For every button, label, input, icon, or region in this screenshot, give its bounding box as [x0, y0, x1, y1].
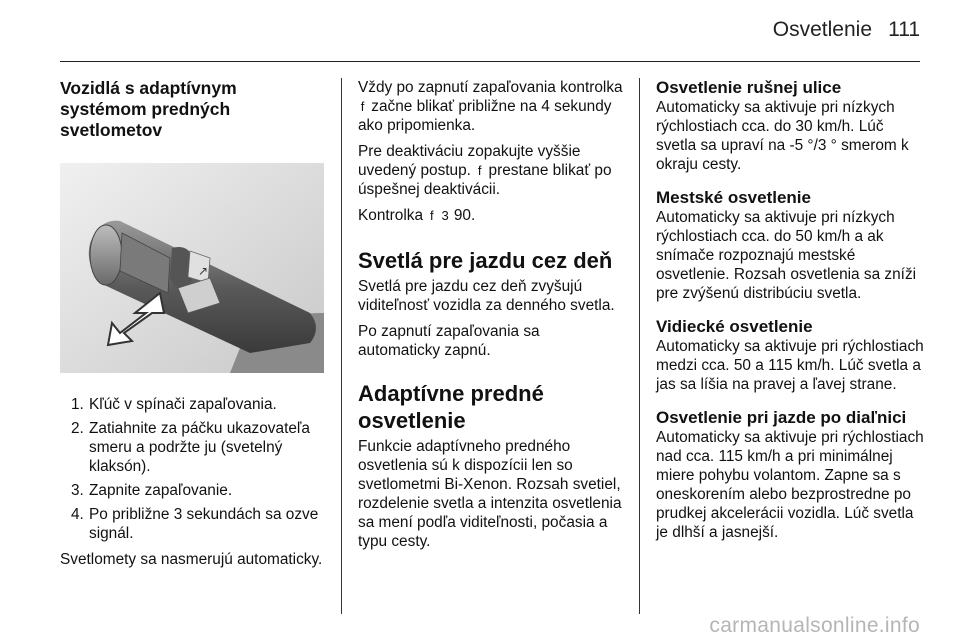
step-text: Zapnite zapaľovanie. [89, 482, 233, 499]
subsection-text: Automaticky sa aktivuje pri rýchlostiach nad cca. 115 km/h a pri minimálnej miere pohybu volantom. Zapne sa s oneskorením alebo bezprostredne po prudkej akcelerácii vozidla. Lúč svetla je dlhší a jasnejší. [656, 429, 924, 541]
header-rule [60, 61, 920, 62]
headlight-indicator-icon: f [429, 208, 434, 223]
column-3 [656, 78, 924, 556]
headlight-indicator-icon: f [477, 163, 482, 178]
step-text: Kľúč v spínači zapaľovania. [89, 396, 277, 413]
paragraph [358, 142, 624, 199]
headlamp-switch-illustration [60, 163, 324, 373]
subsection [656, 188, 924, 303]
subsection-heading: Vidiecké osvetlenie [656, 317, 813, 336]
svg-text:↗: ↗ [198, 264, 209, 278]
section-heading: Svetlá pre jazdu cez deň [358, 248, 613, 273]
list-item [60, 419, 326, 476]
paragraph: Svetlomety sa nasmerujú automaticky. [60, 551, 323, 568]
subsection-heading: Osvetlenie rušnej ulice [656, 78, 842, 97]
column-divider [341, 78, 342, 614]
page-number: 111 [888, 18, 920, 41]
section-heading: Vozidlá s adaptívnym systémom predných svetlometov [60, 78, 237, 140]
subsection-text: Automaticky sa aktivuje pri nízkych rýchlostiach cca. do 30 km/h. Lúč svetla sa upraví na -5 °/3 ° smerom k okraju cesty. [656, 99, 909, 173]
subsection-text: Automaticky sa aktivuje pri rýchlostiach medzi cca. 50 a 115 km/h. Lúč svetla a jas sa líšia na pravej a ľavej strane. [656, 338, 924, 393]
paragraph [358, 78, 624, 135]
text: Pre deaktiváciu zopakujte vyššie uvedený postup. [358, 143, 581, 179]
page-header [0, 0, 960, 62]
column-divider [639, 78, 640, 614]
paragraph: Funkcie adaptívneho predného osvetlenia sú k dispozícii len so svetlometmi Bi-Xenon. Rozsah svetiel, rozdelenie svetla a intenzita osvetlenia sa mení podľa viditeľnosti, počasia a typu cesty. [358, 438, 622, 550]
subsection-heading: Osvetlenie pri jazde po diaľnici [656, 408, 907, 427]
paragraph: Po zapnutí zapaľovania sa automaticky zapnú. [358, 323, 540, 359]
list-item [60, 395, 326, 414]
step-text: Zatiahnite za páčku ukazovateľa smeru a podržte ju (svetelný klaksón). [89, 420, 310, 475]
page-reference-arrow-icon: 3 [441, 208, 449, 223]
step-list [60, 395, 326, 543]
headlight-indicator-icon: f [360, 99, 365, 114]
section-heading: Adaptívne predné osvetlenie [358, 381, 544, 433]
subsection [656, 317, 924, 394]
text: Vždy po zapnutí zapaľovania kontrolka [358, 79, 623, 96]
paragraph [358, 206, 624, 225]
text: Kontrolka [358, 207, 428, 224]
step-number: 1. [71, 396, 84, 413]
running-title: Osvetlenie [772, 18, 872, 41]
text: prestane blikať po úspešnej deaktivácii. [358, 162, 612, 198]
subsection [656, 78, 924, 174]
text: začne blikať približne na 4 sekundy ako pripomienka. [358, 98, 612, 134]
subsection-text: Automaticky sa aktivuje pri nízkych rýchlostiach cca. do 50 km/h a ak snímače rozpoznajú mestské osvetlenie. Rozsah osvetlenia sa zníži pre zvýšenú distribúciu svetla. [656, 209, 917, 302]
step-number: 2. [71, 420, 84, 437]
subsection [656, 408, 924, 542]
watermark: carmanualsonline.info [709, 614, 920, 637]
column-1 [60, 78, 326, 576]
column-2 [358, 78, 624, 558]
stalk-illustration-icon [60, 163, 324, 373]
list-item [60, 481, 326, 500]
step-number: 4. [71, 506, 84, 523]
subsection-heading: Mestské osvetlenie [656, 188, 811, 207]
step-number: 3. [71, 482, 84, 499]
text: 90. [449, 207, 476, 224]
list-item [60, 505, 326, 543]
step-text: Po približne 3 sekundách sa ozve signál. [89, 506, 319, 542]
paragraph: Svetlá pre jazdu cez deň zvyšujú viditeľnosť vozidla za denného svetla. [358, 278, 615, 314]
